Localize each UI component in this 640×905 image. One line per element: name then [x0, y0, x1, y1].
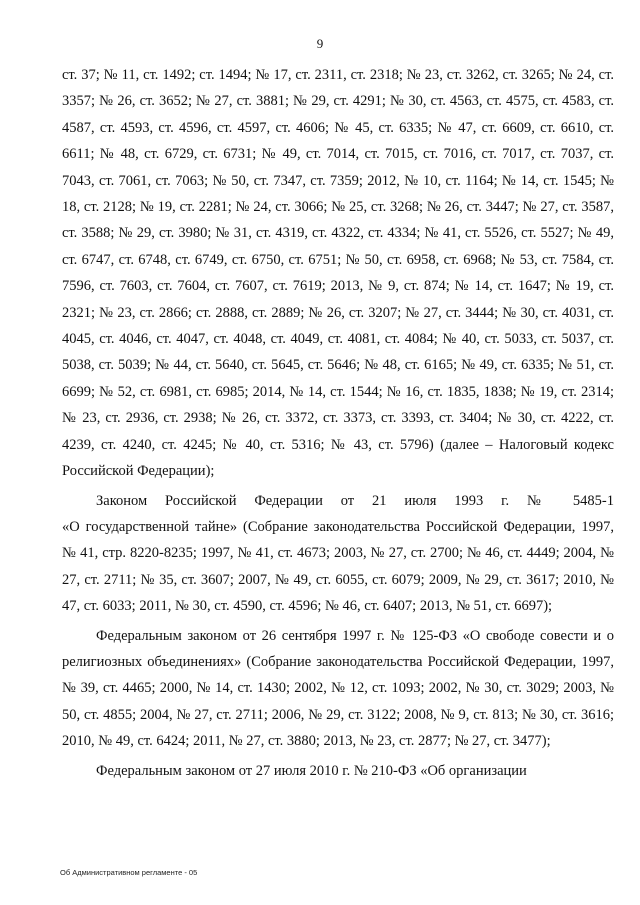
paragraph-state-secret-law [62, 488, 614, 620]
paragraph-public-services-law: Федеральным законом от 27 июля 2010 г. № 210-ФЗ «Об организации [96, 762, 527, 779]
paragraph-freedom-of-conscience-law: Федеральным законом от 26 сентября 1997 г. № 125-ФЗ «О свободе совести и о религиозных объединениях» (Собрание законодательства Российской Федерации, 1997, № 39, ст. 4465; 2000, № 14, ст. 1430; 2002, № 12, ст. 1093; 2002, № 30, ст. 3029; 2003, № 50, ст. 4855; 2004, № 27, ст. 2711; 2006, № 29, ст. 3122; 2008, № 9, ст. 813; № 30, ст. 3616; 2010, № 49, ст. 6424; 2011, № 27, ст. 3880; 2013, № 23, ст. 2877; № 27, ст. 3477); [62, 627, 614, 750]
paragraph-tax-code-citations: ст. 37; № 11, ст. 1492; ст. 1494; № 17, ст. 2311, ст. 2318; № 23, ст. 3262, ст. 3265; № 24, ст. 3357; № 26, ст. 3652; № 27, ст. 3881; № 29, ст. 4291; № 30, ст. 4563, ст. 4575, ст. 4583, ст. 4587, ст. 4593, ст. 4596, ст. 4597, ст. 4606; № 45, ст. 6335; № 47, ст. 6609, ст. 6610, ст. 6611; № 48, ст. 6729, ст. 6731; № 49, ст. 7014, ст. 7015, ст. 7016, ст. 7017, ст. 7037, ст. 7043, ст. 7061, ст. 7063; № 50, ст. 7347, ст. 7359; 2012, № 10, ст. 1164; № 14, ст. 1545; № 18, ст. 2128; № 19, ст. 2281; № 24, ст. 3066; № 25, ст. 3268; № 26, ст. 3447; № 27, ст. 3587, ст. 3588; № 29, ст. 3980; № 31, ст. 4319, ст. 4322, ст. 4334; № 41, ст. 5526, ст. 5527; № 49, ст. 6747, ст. 6748, ст. 6749, ст. 6750, ст. 6751; № 50, ст. 6958, ст. 6968; № 53, ст. 7584, ст. 7596, ст. 7603, ст. 7604, ст. 7607, ст. 7619; 2013, № 9, ст. 874; № 14, ст. 1647; № 19, ст. 2321; № 23, ст. 2866; ст. 2888, ст. 2889; № 26, ст. 3207; № 27, ст. 3444; № 30, ст. 4031, ст. 4045, ст. 4046, ст. 4047, ст. 4048, ст. 4049, ст. 4081, ст. 4084; № 40, ст. 5033, ст. 5037, ст. 5038, ст. 5039; № 44, ст. 5640, ст. 5645, ст. 5646; № 48, ст. 6165; № 49, ст. 6335; № 51, ст. 6699; № 52, ст. 6981, ст. 6985; 2014, № 14, ст. 1544; № 16, ст. 1835, 1838; № 19, ст. 2314; № 23, ст. 2936, ст. 2938; № 26, ст. 3372, ст. 3373, ст. 3393, ст. 3404; № 30, ст. 4222, ст. 4239, ст. 4240, ст. 4245; № 40, ст. 5316; № 43, ст. 5796) (далее – Налоговый кодекс Российской Федерации); [62, 67, 614, 480]
page-number: 9 [316, 36, 324, 51]
paragraph-state-secret-law-lead: Законом Российской Федерации от 21 июля 1993 г. № 5485-1 [96, 492, 614, 509]
paragraph-state-secret-law-rest: «О государственной тайне» (Собрание законодательства Российской Федерации, 1997, № 41, стр. 8220-8235; 1997, № 41, ст. 4673; 2003, № 27, ст. 2700; № 46, ст. 4449; 2004, № 27, ст. 2711; № 35, ст. 3607; 2007, № 49, ст. 6055, ст. 6079; 2009, № 29, ст. 3617; 2010, № 47, ст. 6033; 2011, № 30, ст. 4590, ст. 4596; № 46, ст. 6407; 2013, № 51, ст. 6697); [62, 518, 614, 615]
document-body [62, 62, 614, 784]
footer-note: Об Административном регламенте - 05 [60, 868, 198, 877]
